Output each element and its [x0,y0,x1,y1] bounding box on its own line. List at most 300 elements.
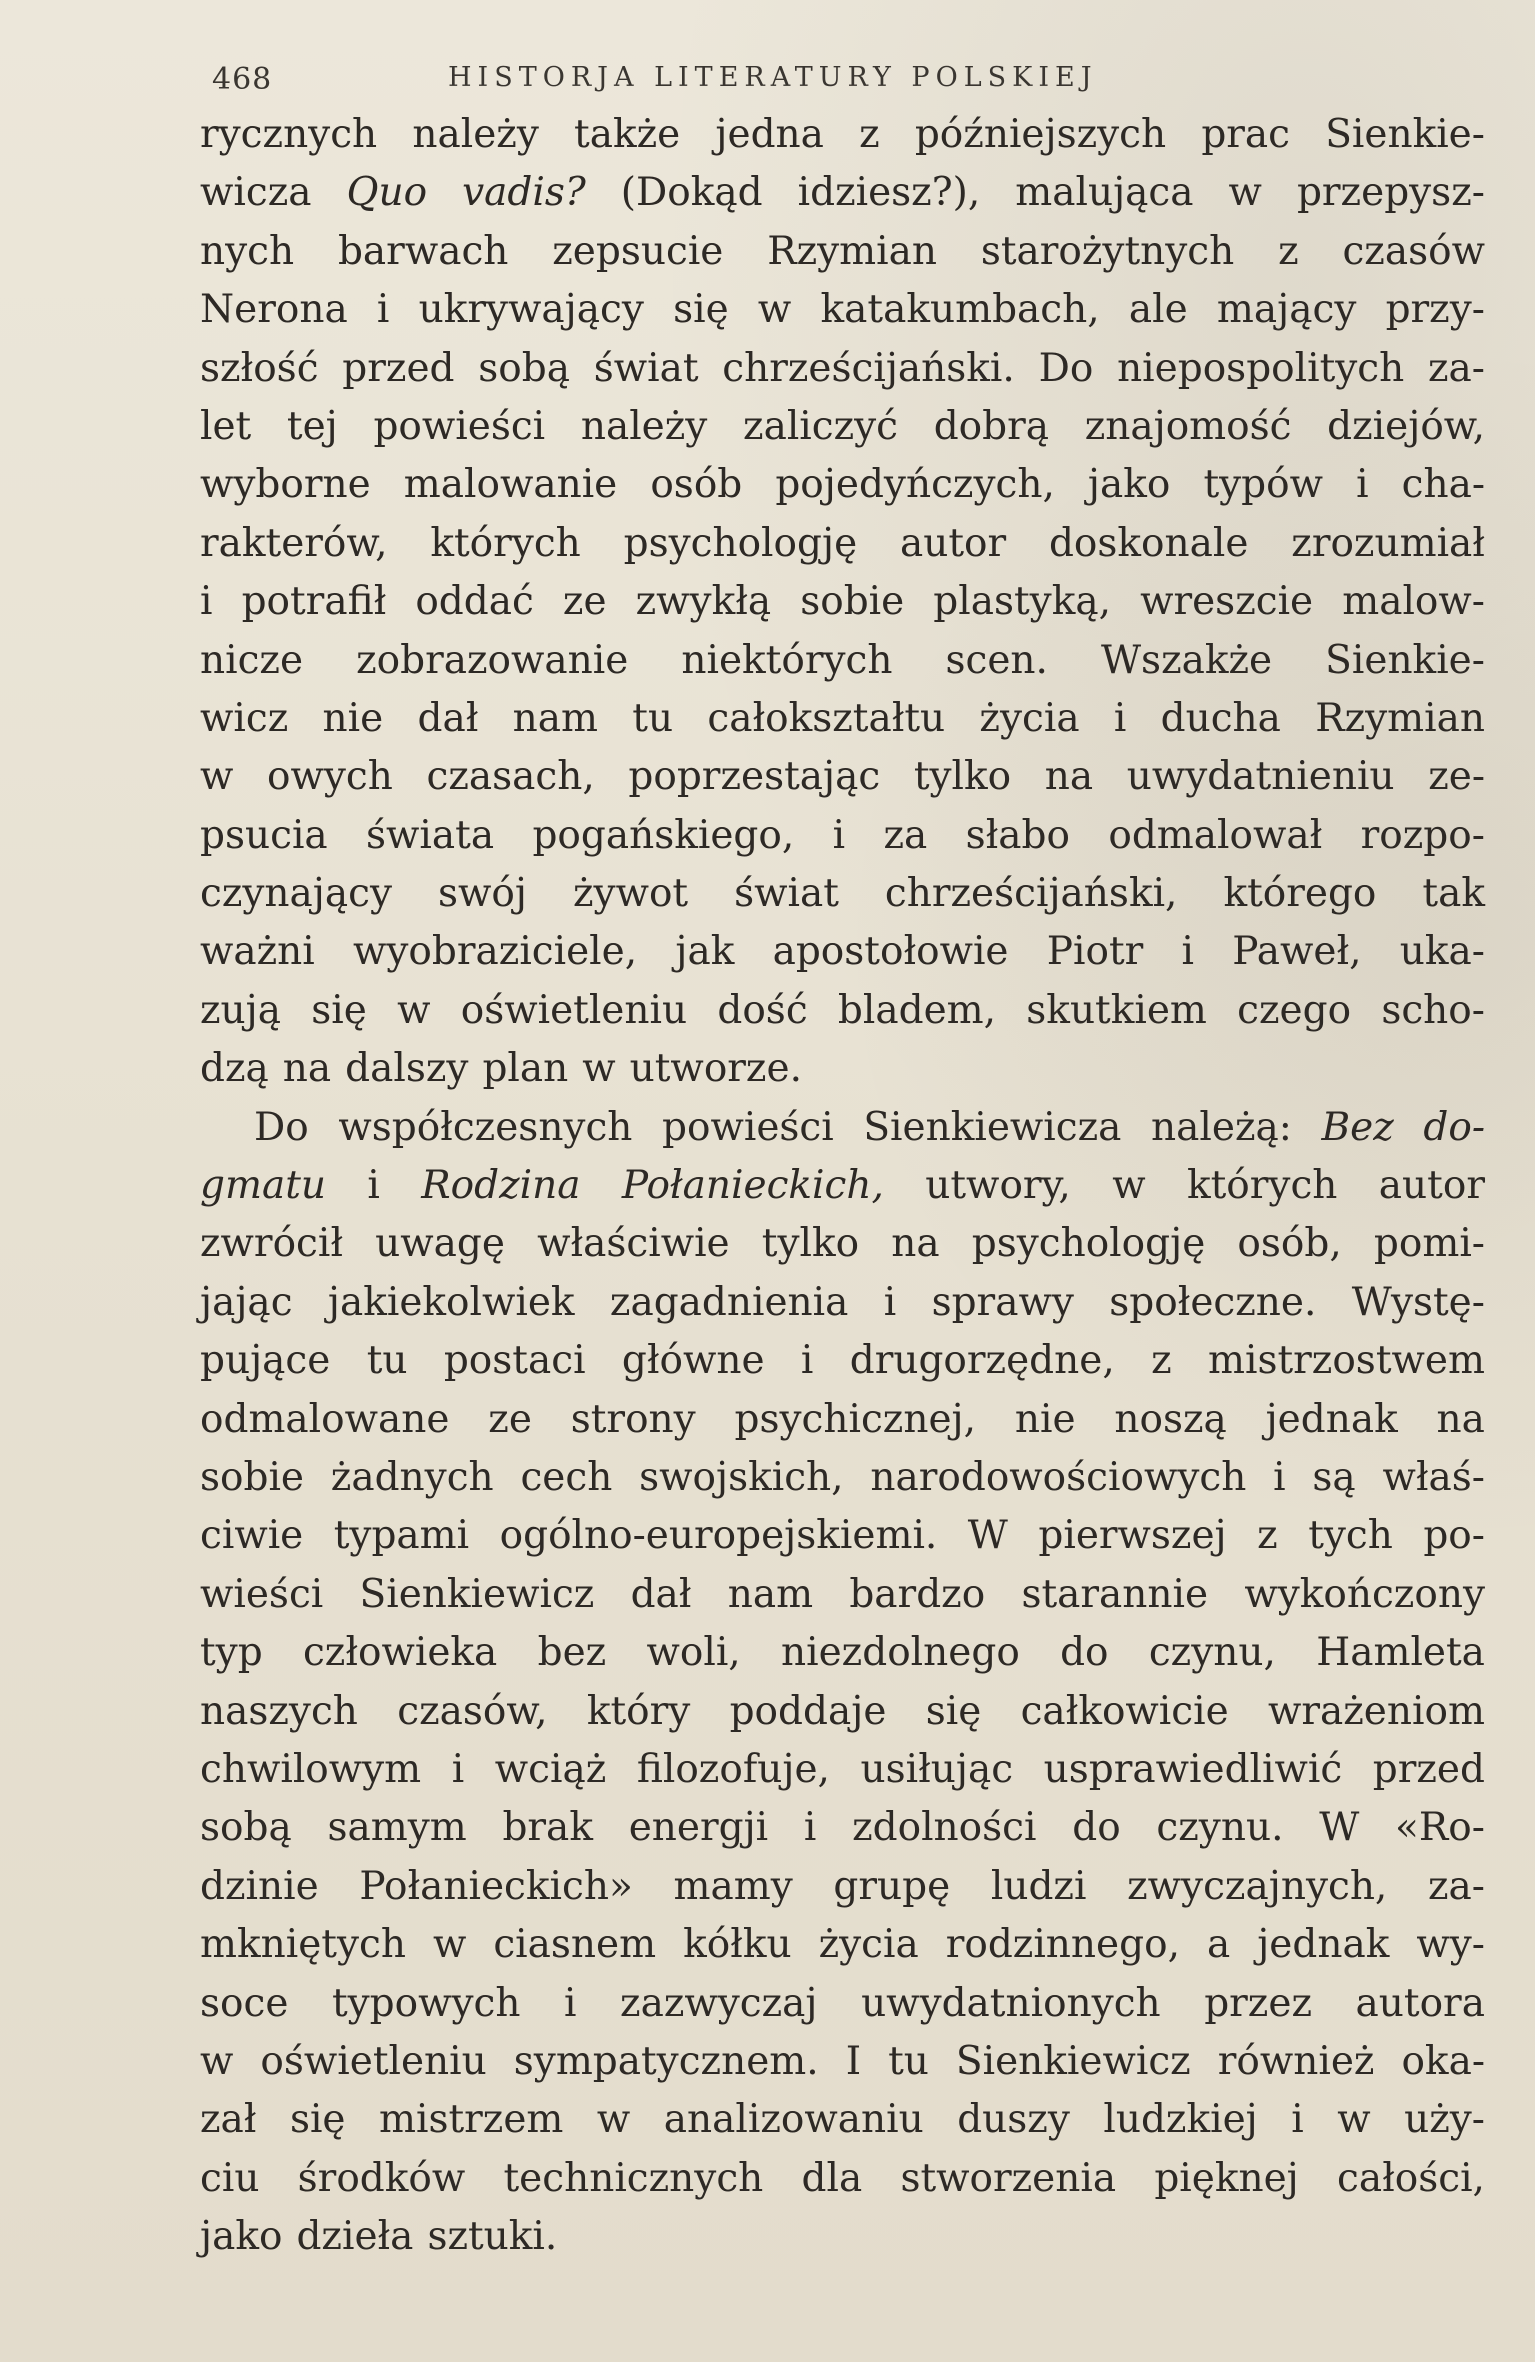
word: ludzkiej [1103,2097,1258,2143]
word: zaliczyć [743,403,899,449]
word: z [1257,1513,1278,1559]
word: starożytnych [980,228,1235,274]
word: malowanie [403,462,618,508]
word: psychologję [971,1221,1206,1267]
word: których [430,520,581,566]
word: owych [267,754,393,800]
text-line [200,1040,1485,1098]
word: postaci [443,1338,586,1384]
word: życia [818,1922,919,1968]
word: znajomość [1084,403,1292,449]
word: Rzymian [1315,695,1485,741]
word: i [367,1163,380,1209]
text-line [200,1624,1485,1682]
word: główne [621,1338,765,1384]
word: bardzo [849,1571,986,1617]
text-line [200,807,1485,865]
word: wicz [200,695,289,741]
word: woli, [646,1630,741,1676]
word: Sienkiewicz [955,2038,1191,2084]
word: którego [1223,871,1377,917]
text-line [200,1916,1485,1974]
word: W [1319,1805,1360,1851]
word: jednak [1257,1922,1390,1968]
word: powieści [373,403,546,449]
word: społeczne. [1109,1279,1317,1325]
word: Sienkie- [1325,637,1485,683]
word: tylko [913,754,1012,800]
word: tu [632,695,674,741]
word: ogólno-europejskiemi. [499,1513,938,1559]
text-line [200,2091,1485,2149]
word: czynu, [1148,1630,1276,1676]
word: Do [1038,345,1094,391]
text-line [200,1507,1485,1565]
word: powieści [662,1104,834,1150]
text-line [200,1858,1485,1916]
word: dzinie [200,1863,319,1909]
word: tej [286,403,338,449]
word: życia [979,695,1080,741]
word: się [673,287,729,333]
word: zwykłą [635,579,772,625]
word: ukrywający [418,287,644,333]
word: się [289,2097,346,2143]
word: Quo [346,170,428,216]
word: oddać [415,579,534,625]
word: zał [200,2097,257,2143]
word: Sienkiewicz [359,1571,595,1617]
word: potrafił [241,579,387,625]
word: jając [200,1279,293,1325]
word: należy [412,112,539,157]
word: Sienkiewicza [863,1104,1122,1150]
word: w [757,287,792,333]
text-line [200,1975,1485,2033]
word: oka- [1401,2038,1485,2084]
word: czasów [1342,228,1485,274]
word: sympatycznem. [513,2038,819,2084]
word: scho- [1381,987,1485,1033]
word: czasów, [397,1688,548,1734]
word: bez [537,1630,607,1676]
word: także [574,112,681,157]
word: ludzi [990,1863,1087,1909]
word: zują [200,987,282,1033]
word: typ [200,1630,263,1676]
word: zwrócił [200,1221,344,1267]
word: typowych [331,1980,521,2026]
word: przy- [1385,287,1485,333]
word: Sienkie- [1325,112,1485,157]
text-line [200,690,1485,748]
word: niepospolitych [1117,345,1405,391]
word: Piotr [1046,929,1144,975]
word: i [1291,2097,1304,2143]
word: i [832,812,846,858]
word: ale [1128,287,1188,333]
word: chrześcijański, [884,871,1178,917]
word: kółku [683,1922,792,1968]
word: psychicznej, [734,1396,977,1442]
word: osób [650,462,743,508]
word: i [451,1746,465,1792]
text-line [200,1099,1485,1157]
word: przez [1204,1980,1312,2026]
text-line [200,2208,1485,2266]
word: do [1072,1805,1121,1851]
word: I [845,2038,862,2084]
word: autor [1378,1163,1485,1209]
word: i [1181,929,1194,975]
word: pierwszej [1038,1513,1227,1559]
word: katakumbach, [820,287,1100,333]
word: żadnych [330,1454,494,1500]
word: całkowicie [1020,1688,1229,1734]
word: w [1228,170,1262,216]
word: sobą [200,1805,292,1851]
word: dał [630,1571,692,1617]
word: dalszy [345,1046,469,1092]
text-line [200,1332,1485,1390]
word: jako [1087,462,1171,508]
word: ciu [200,2155,260,2201]
word: i [800,1338,814,1384]
word: zepsucie [552,228,724,274]
word: drugorzędne, [849,1338,1115,1384]
word: soce [200,1980,289,2026]
word: niezdolnego [781,1630,1020,1676]
word: cech [520,1454,613,1500]
word: jednak [1265,1396,1398,1442]
word: Wystę- [1351,1279,1485,1325]
word: wrażeniom [1267,1688,1485,1734]
word: i [200,579,213,625]
word: prac [1201,112,1291,157]
text-line [200,164,1485,222]
word: sobie [800,579,905,625]
word: analizowaniu [663,2097,924,2143]
word: w [582,1046,616,1092]
word: psychologję [623,520,858,566]
text-line [200,982,1485,1040]
word: Hamleta [1316,1630,1485,1676]
word: ze [488,1396,532,1442]
word: w [1337,2097,1371,2143]
word: «Ro- [1395,1805,1485,1851]
word: wicza [200,170,312,216]
word: właś- [1382,1454,1485,1500]
word: nie [322,695,384,741]
word: z [1278,228,1299,274]
word: W [967,1513,1008,1559]
word: zagadnienia [609,1279,849,1325]
word: świat [734,871,839,917]
word: wy- [1416,1922,1485,1968]
word: odmalowane [200,1396,450,1442]
word: zwyczajnych, [1127,1863,1388,1909]
word: uwydatnionych [861,1980,1161,2026]
word: ducha [1160,695,1281,741]
word: tu [366,1338,408,1384]
word: chrześcijański. [722,345,1015,391]
word: i [883,1279,897,1325]
word: mkniętych [200,1922,406,1968]
word: plan [482,1046,569,1092]
word: narodowościowych [870,1454,1247,1500]
word: szłość [200,345,319,391]
word: mistrzem [379,2097,564,2143]
word: typów [1203,462,1323,508]
word: za- [1428,1863,1485,1909]
word: ciasnem [493,1922,657,1968]
text-line [200,1215,1485,1273]
word: do- [1423,1104,1485,1150]
word: właściwie [537,1221,730,1267]
word: i [376,287,390,333]
word: dzą [200,1046,269,1092]
word: ze- [1428,754,1485,800]
word: odmalował [1108,812,1323,858]
word: dla [801,2155,863,2201]
text-line [200,1274,1485,1332]
word: z [859,112,880,157]
word: sprawy [931,1279,1074,1325]
word: swój [438,871,527,917]
text-line [200,2150,1485,2208]
text-line [200,398,1485,456]
word: apostołowie [772,929,1009,975]
word: vadis? [462,170,586,216]
text-line [200,1741,1485,1799]
word: let [200,403,252,449]
word: do [1060,1630,1109,1676]
word: utwory, [925,1163,1071,1209]
word: rycznych [200,112,378,157]
word: sztuki. [427,2214,558,2260]
word: nam [727,1571,814,1617]
word: nie [1014,1396,1076,1442]
text-line [200,106,1485,164]
word: zdolności [852,1805,1037,1851]
word: świat [593,345,699,391]
text-line [200,1683,1485,1741]
word: i [1273,1454,1286,1500]
word: również [1217,2038,1375,2084]
word: żywot [572,871,689,917]
word: nam [512,695,598,741]
word: i [803,1805,817,1851]
word: filozofuje, [636,1746,830,1792]
word: w [200,754,234,800]
word: Paweł, [1232,929,1362,975]
word: psucia [200,812,328,858]
page-header [212,54,1257,104]
word: których [1186,1163,1338,1209]
word: Bez [1321,1104,1394,1150]
word: rakterów, [200,520,388,566]
word: w [1112,1163,1146,1209]
word: duszy [957,2097,1070,2143]
word: wyborne [200,462,371,508]
word: są [1312,1454,1356,1500]
word: strony [570,1396,696,1442]
word: ciwie [200,1513,304,1559]
word: i [564,1980,577,2026]
word: utworze. [629,1046,802,1092]
word: poddaje [729,1688,887,1734]
word: oświetleniu [260,2038,487,2084]
word: Nerona [200,287,348,333]
text-line [200,2033,1485,2091]
word: który [586,1688,691,1734]
word: zrozumiał [1291,520,1485,566]
word: dość [717,987,808,1033]
word: technicznych [503,2155,764,2201]
word: wreszcie [1140,579,1314,625]
word: w [596,2097,631,2143]
word: na [891,1221,940,1267]
word: Wszakże [1100,637,1273,683]
word: Połanieckich» [359,1863,633,1909]
text-line [200,456,1485,514]
word: tych [1308,1513,1393,1559]
word: współczesnych [338,1104,633,1150]
word: uka- [1399,929,1485,975]
word: ze [562,579,607,625]
word: zazwyczaj [620,1980,818,2026]
word: całokształtu [707,695,946,741]
word: jedna [715,112,824,157]
word: tylko [761,1221,860,1267]
word: tu [888,2038,929,2084]
word: poprzestając [628,754,881,800]
word: słabo [965,812,1070,858]
word: chwilowym [200,1746,422,1792]
text-line [200,1157,1485,1215]
text-line [200,632,1485,690]
word: jako [200,2214,283,2260]
word: się [925,1688,982,1734]
word: dał [417,695,479,741]
text-line [200,865,1485,923]
word: jakiekolwiek [327,1279,575,1325]
text-line [200,1799,1485,1857]
word: scen. [945,637,1048,683]
word: oświetleniu [460,987,688,1033]
word: samym [327,1805,467,1851]
text-line [200,1566,1485,1624]
word: czasach, [426,754,595,800]
text-line [200,573,1485,631]
word: skutkiem [1026,987,1207,1033]
word: należą: [1151,1104,1292,1150]
text-line [200,1391,1485,1449]
word: należy [580,403,708,449]
word: autor [899,520,1007,566]
word: nicze [200,637,304,683]
word: w [200,2038,234,2084]
word: mający [1216,287,1357,333]
word: nych [200,228,295,274]
word: Rzymian [767,228,937,274]
text-line [200,340,1485,398]
word: po- [1423,1513,1485,1559]
page-number: 468 [212,62,273,97]
word: mistrzostwem [1208,1338,1485,1384]
word: pojedyńczych, [775,462,1055,508]
word: malow- [1342,579,1485,625]
word: Do [254,1104,309,1150]
word: za [883,812,928,858]
word: ważni [200,929,315,975]
word: z [1151,1338,1172,1384]
word: starannie [1021,1571,1209,1617]
text-line [200,515,1485,573]
word: środków [297,2155,466,2201]
word: dzieła [296,2214,414,2260]
word: za- [1428,345,1485,391]
word: pujące [200,1338,331,1384]
word: w [397,987,431,1033]
word: a [1206,1922,1231,1968]
word: wyobraziciele, [353,929,638,975]
text-line [200,748,1485,806]
word: sobą [478,345,570,391]
word: usiłując [860,1746,1014,1792]
word: autora [1355,1980,1485,2026]
word: na [1044,754,1094,800]
word: usprawiedliwić [1043,1746,1343,1792]
word: czynający [200,871,393,917]
text-line [200,923,1485,981]
text-line [200,223,1485,281]
word: Połanieckich, [621,1163,884,1209]
word: noszą [1114,1396,1227,1442]
word: plastyką, [933,579,1111,625]
word: brak [502,1805,593,1851]
word: i [1356,462,1369,508]
word: pomi- [1373,1221,1485,1267]
word: barwach [337,228,509,274]
word: wieści [200,1571,324,1617]
word: jak [675,929,735,975]
word: całości, [1337,2155,1485,2201]
word: wciąż [494,1746,607,1792]
word: mamy [673,1863,793,1909]
word: doskonale [1048,520,1249,566]
body-text [200,106,1485,2266]
running-head: HISTORJA LITERATURY POLSKIEJ [448,62,1098,93]
word: pogańskiego, [532,812,795,858]
word: przed [342,345,455,391]
word: niektórych [681,637,893,683]
word: czego [1237,987,1352,1033]
word: przed [1372,1746,1485,1792]
word: się [311,987,367,1033]
word: rozpo- [1360,812,1485,858]
text-line [200,281,1485,339]
word: swojskich, [639,1454,844,1500]
word: uwagę [375,1221,505,1267]
word: zobrazowanie [356,637,629,683]
word: Rodzina [421,1163,581,1209]
word: uży- [1404,2097,1485,2143]
word: późniejszych [914,112,1167,157]
word: rodzinnego, [945,1922,1180,1968]
word: i [1113,695,1127,741]
word: gmatu [200,1163,326,1209]
